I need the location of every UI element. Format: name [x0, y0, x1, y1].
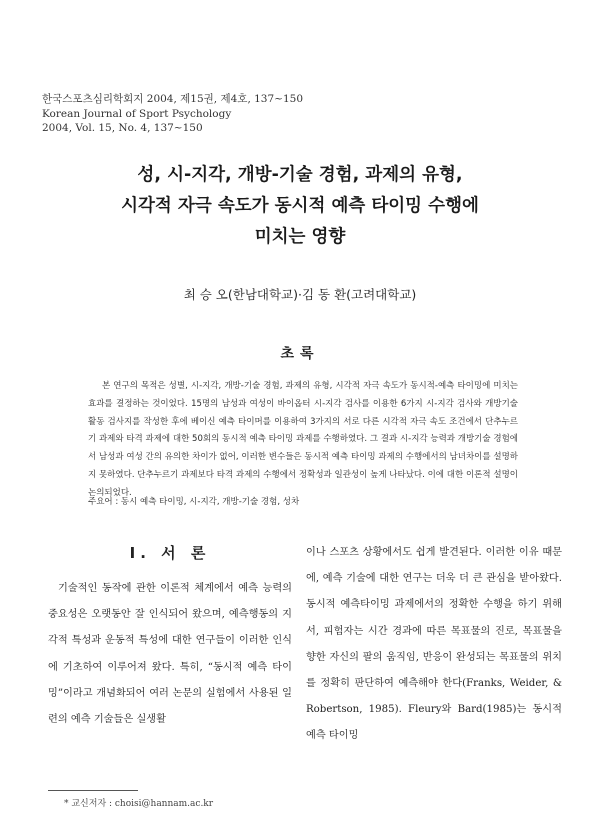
title-line-3: 미치는 영향 [254, 227, 346, 247]
column-right [306, 540, 562, 750]
journal-line-english: Korean Journal of Sport Psychology [42, 107, 232, 120]
intro-paragraph-left: 기술적인 동작에 관한 이론적 체계에서 예측 능력의 중요성은 오랫동안 잘 인식되어 왔으며, 예측행동의 지각적 특성과 운동적 특성에 대한 연구들이 이러한 인식에 기초하여 이루어져 왔다. 특히, “동시적 예측 타이밍”이라고 개념화되어 여러 논문의 실험에서 사용된 일련의 예측 기술들은 실생활 [48, 583, 292, 726]
title-line-2: 시각적 자극 속도가 동시적 예측 타이밍 수행에 [121, 196, 479, 216]
column-left [48, 540, 292, 733]
footnote: * 교신저자 : choisi@hannam.ac.kr [64, 799, 214, 809]
title-line-1: 성, 시-지각, 개방-기술 경험, 과제의 유형, [137, 165, 463, 185]
abstract-body: 본 연구의 목적은 성별, 시-지각, 개방-기술 경험, 과제의 유형, 시각적 자극 속도가 동시적-예측 타이밍에 미치는 효과를 결정하는 것이었다. 15명의 남성과 여성이 바이옵터 시-지각 검사를 이용한 6가지 시-지각 검사와 개방기술 활동 검사지를 작성한 후에 베이신 예측 타이머를 이용하여 3가지의 서로 다른 시각적 자극 속도 조건에서 단추누르기 과제와 타격 과제에 대한 50회의 동시적 예측 타이밍 과제를 수행하였다. 그 결과 시-지각 능력과 개방기술 경험에서 남성과 여성 간의 유의한 차이가 없어, 이러한 변수들은 동시적 예측 타이밍 과제의 수행에서의 남녀차이를 설명하지 못하였다. 단추누르기 과제보다 타격 과제의 수행에서 정확성과 일관성이 높게 나타났다. 이에 대한 이론적 설명이 논의되었다. [88, 381, 518, 498]
section-heading: I. 서 론 [129, 544, 211, 562]
keywords: 주요어 : 동시 예측 타이밍, 시-지각, 개방-기술 경험, 성차 [88, 497, 300, 507]
journal-line-korean: 한국스포츠심리학회지 2004, 제15권, 제4호, 137~150 [42, 93, 304, 105]
abstract [88, 378, 518, 503]
footnote-divider [48, 790, 138, 791]
journal-line-volume: 2004, Vol. 15, No. 4, 137~150 [42, 122, 203, 134]
paper-title [0, 160, 600, 253]
intro-paragraph-right: 이나 스포츠 상황에서도 쉽게 발견된다. 이러한 이유 때문에, 예측 기술에 대한 연구는 더욱 더 큰 관심을 받아왔다. 동시적 예측타이밍 과제에서의 정확한 수행을 하기 위해서, 피험자는 시간 경과에 따른 목표물의 진로, 목표물을 향한 자신의 팔의 움직임, 반응이 완성되는 목표물의 위치를 정확히 판단하여 예측해야 한다(Franks, Weider, & Robertson, 1985). Fleury와 Bard(1985)는 동시적 예측 타이밍 [306, 547, 562, 742]
authors: 최 승 오(한남대학교)·김 동 환(고려대학교) [183, 287, 417, 302]
journal-info [42, 92, 303, 136]
abstract-heading: 초록 [280, 346, 320, 362]
